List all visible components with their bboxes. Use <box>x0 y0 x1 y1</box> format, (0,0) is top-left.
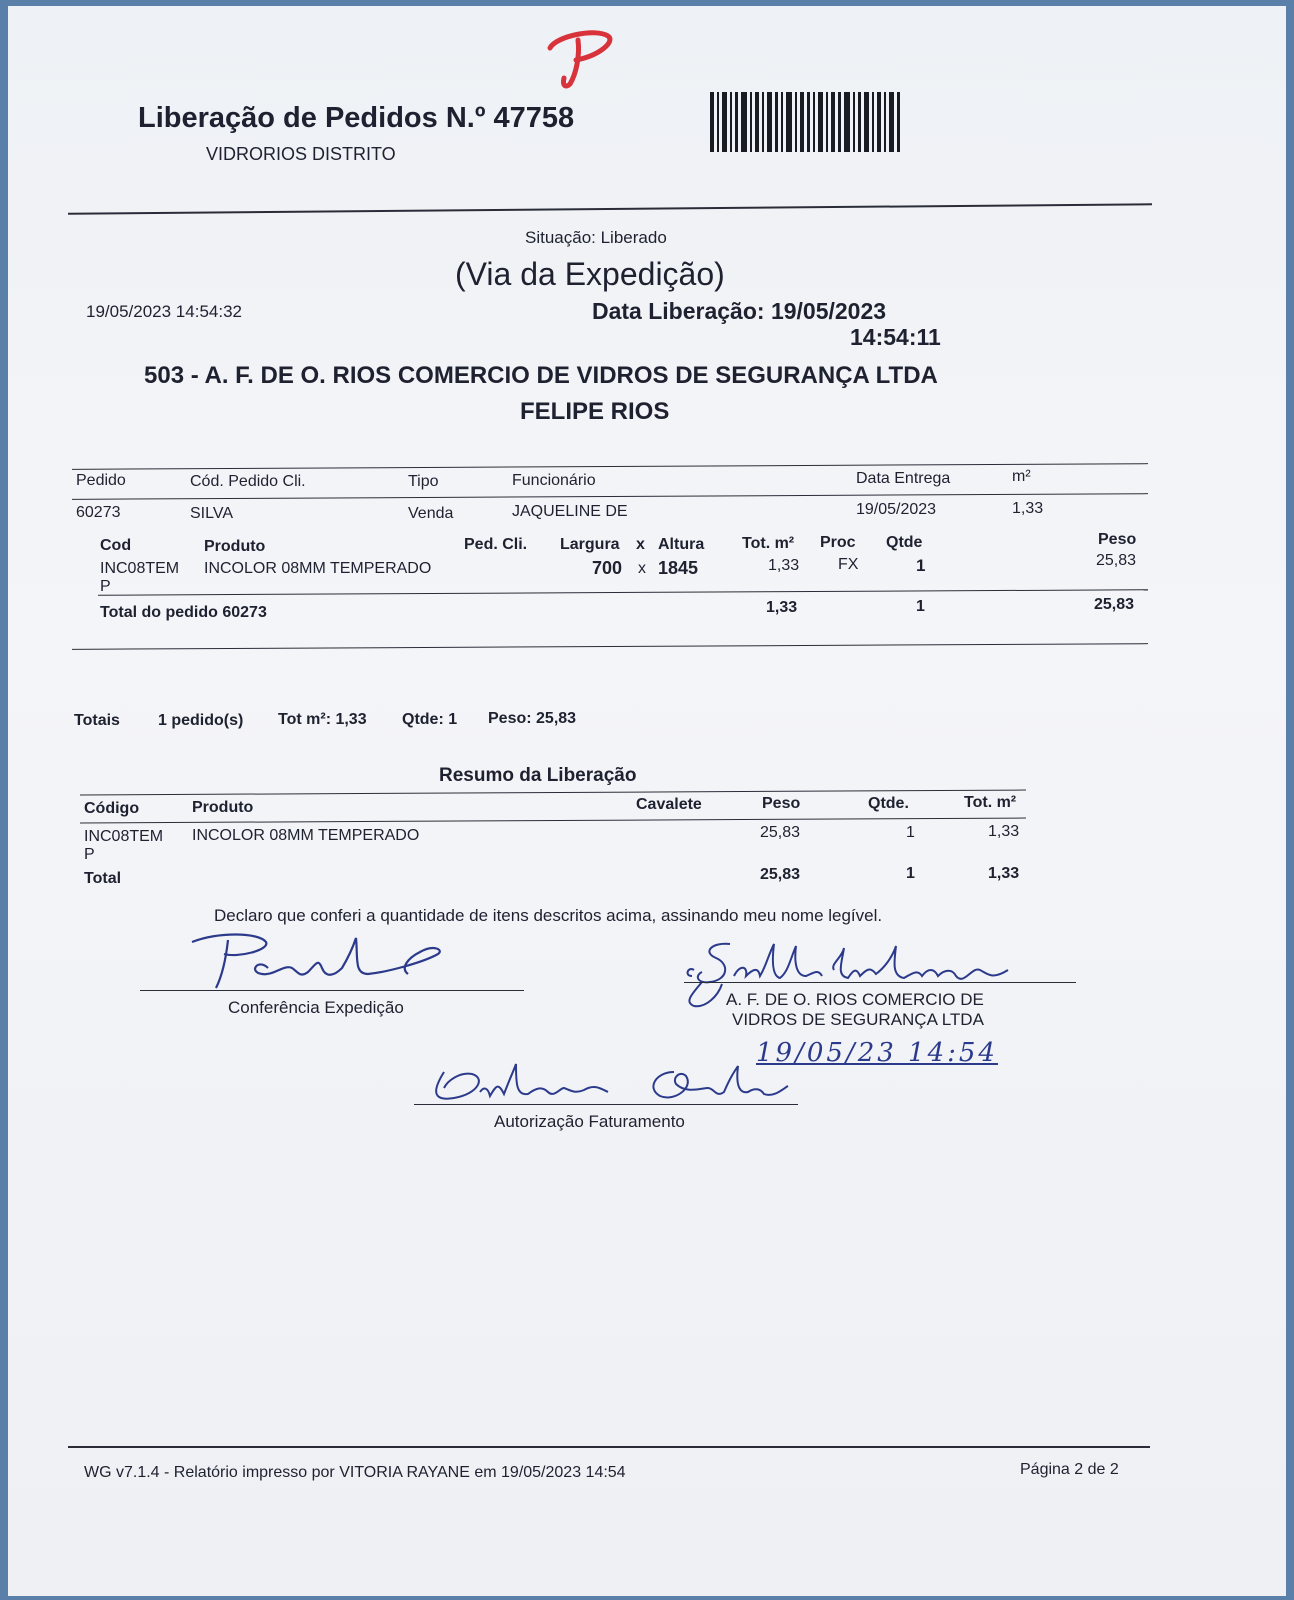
col-header-tipo: Tipo <box>408 473 439 490</box>
order-total-qtde: 1 <box>916 598 925 615</box>
summary-qtde: 1 <box>906 824 915 841</box>
signature-company-line2: VIDROS DE SEGURANÇA LTDA <box>732 1010 984 1029</box>
footer-print-info: WG v7.1.4 - Relatório impresso por VITORIA RAYANE em 19/05/2023 14:54 <box>84 1464 626 1481</box>
handwritten-mark-p <box>536 26 620 96</box>
order-table-header-rule <box>72 493 1148 500</box>
item-largura: 700 <box>592 558 623 578</box>
totals-label: Totais <box>74 712 120 729</box>
order-data-entrega: 19/05/2023 <box>856 501 937 518</box>
item-header-ped-cli: Ped. Cli. <box>464 536 528 553</box>
footer-page-number: Página 2 de 2 <box>1020 1461 1119 1478</box>
order-pedido: 60273 <box>76 504 121 521</box>
totals-peso: Peso: 25,83 <box>488 710 577 727</box>
summary-peso: 25,83 <box>760 824 801 841</box>
item-x: x <box>638 560 646 577</box>
footer-rule <box>68 1446 1150 1448</box>
item-qtde: 1 <box>916 556 926 575</box>
signature-line-autorizacao <box>414 1104 798 1105</box>
handwritten-date: 19/05/23 14:54 <box>756 1038 998 1068</box>
order-total-label: Total do pedido 60273 <box>100 604 267 621</box>
summary-codigo-line2: P <box>84 846 95 863</box>
order-tipo: Venda <box>408 505 454 522</box>
company-name: VIDRORIOS DISTRITO <box>206 144 396 164</box>
summary-codigo-line1: INC08TEM <box>84 828 164 845</box>
item-header-peso: Peso <box>1098 531 1137 548</box>
summary-total-peso: 25,83 <box>760 866 801 883</box>
order-total-m2: 1,33 <box>766 599 798 616</box>
item-header-x: x <box>636 536 645 553</box>
item-header-tot-m2: Tot. m² <box>742 535 795 552</box>
item-header-produto: Produto <box>204 538 266 555</box>
summary-title: Resumo da Liberação <box>439 765 637 786</box>
summary-total-label: Total <box>84 870 122 887</box>
barcode <box>708 92 904 154</box>
totals-tot-m2: Tot m²: 1,33 <box>278 711 367 728</box>
col-header-cod-cli: Cód. Pedido Cli. <box>190 473 306 490</box>
order-funcionario: JAQUELINE DE <box>512 503 628 520</box>
signature-label-conferencia: Conferência Expedição <box>228 998 404 1017</box>
via-title: (Via da Expedição) <box>455 256 725 292</box>
item-proc: FX <box>838 556 859 573</box>
order-cod-cli: SILVA <box>190 505 233 522</box>
client-name: 503 - A. F. DE O. RIOS COMERCIO DE VIDROS DE SEGURANÇA LTDA <box>144 362 938 389</box>
summary-header-qtde: Qtde. <box>868 795 909 812</box>
item-header-proc: Proc <box>820 534 856 551</box>
signature-company-line1: A. F. DE O. RIOS COMERCIO DE <box>726 990 984 1009</box>
summary-total-tot-m2: 1,33 <box>988 865 1020 882</box>
item-tot-m2: 1,33 <box>768 557 800 574</box>
printed-timestamp: 19/05/2023 14:54:32 <box>86 302 242 321</box>
summary-total-qtde: 1 <box>906 865 915 882</box>
col-header-pedido: Pedido <box>76 472 126 489</box>
release-time: 14:54:11 <box>850 324 941 350</box>
order-table-top-rule <box>72 463 1148 470</box>
col-header-m2: m² <box>1012 468 1031 485</box>
col-header-data-entrega: Data Entrega <box>856 470 951 487</box>
totals-pedidos: 1 pedido(s) <box>158 712 244 729</box>
item-altura: 1845 <box>658 558 699 578</box>
header-divider <box>68 203 1152 214</box>
item-header-qtde: Qtde <box>886 534 923 551</box>
item-produto: INCOLOR 08MM TEMPERADO <box>204 560 432 577</box>
item-header-altura: Altura <box>658 536 705 553</box>
order-total-rule <box>98 589 1148 595</box>
summary-header-cavalete: Cavalete <box>636 796 702 813</box>
declaration-text: Declaro que conferi a quantidade de itens descritos acima, assinando meu nome legível. <box>214 906 883 925</box>
order-table-bottom-rule <box>72 643 1148 650</box>
summary-header-produto: Produto <box>192 799 254 816</box>
item-header-largura: Largura <box>560 536 620 553</box>
status-text: Situação: Liberado <box>525 228 667 247</box>
summary-tot-m2: 1,33 <box>988 823 1020 840</box>
signature-line-company <box>684 982 1076 983</box>
order-m2: 1,33 <box>1012 500 1044 517</box>
document-title: Liberação de Pedidos N.º 47758 <box>138 102 575 134</box>
totals-qtde: Qtde: 1 <box>402 711 458 728</box>
summary-header-peso: Peso <box>762 795 801 812</box>
item-cod-line2: P <box>100 578 111 595</box>
summary-header-tot-m2: Tot. m² <box>964 794 1017 811</box>
document-page <box>8 6 1286 1596</box>
signature-line-conferencia <box>140 990 524 991</box>
summary-header-rule <box>80 818 1026 824</box>
item-peso: 25,83 <box>1096 552 1137 569</box>
item-cod-line1: INC08TEM <box>100 560 180 577</box>
summary-header-codigo: Código <box>84 800 140 817</box>
summary-produto: INCOLOR 08MM TEMPERADO <box>192 827 420 844</box>
release-date: Data Liberação: 19/05/2023 <box>592 298 887 324</box>
item-header-cod: Cod <box>100 537 132 554</box>
signature-label-autorizacao: Autorização Faturamento <box>494 1112 685 1131</box>
col-header-funcionario: Funcionário <box>512 472 596 489</box>
signature-autorizacao <box>424 1058 796 1110</box>
client-contact: FELIPE RIOS <box>520 398 670 425</box>
signature-conferencia <box>188 928 448 994</box>
order-total-peso: 25,83 <box>1094 596 1135 613</box>
